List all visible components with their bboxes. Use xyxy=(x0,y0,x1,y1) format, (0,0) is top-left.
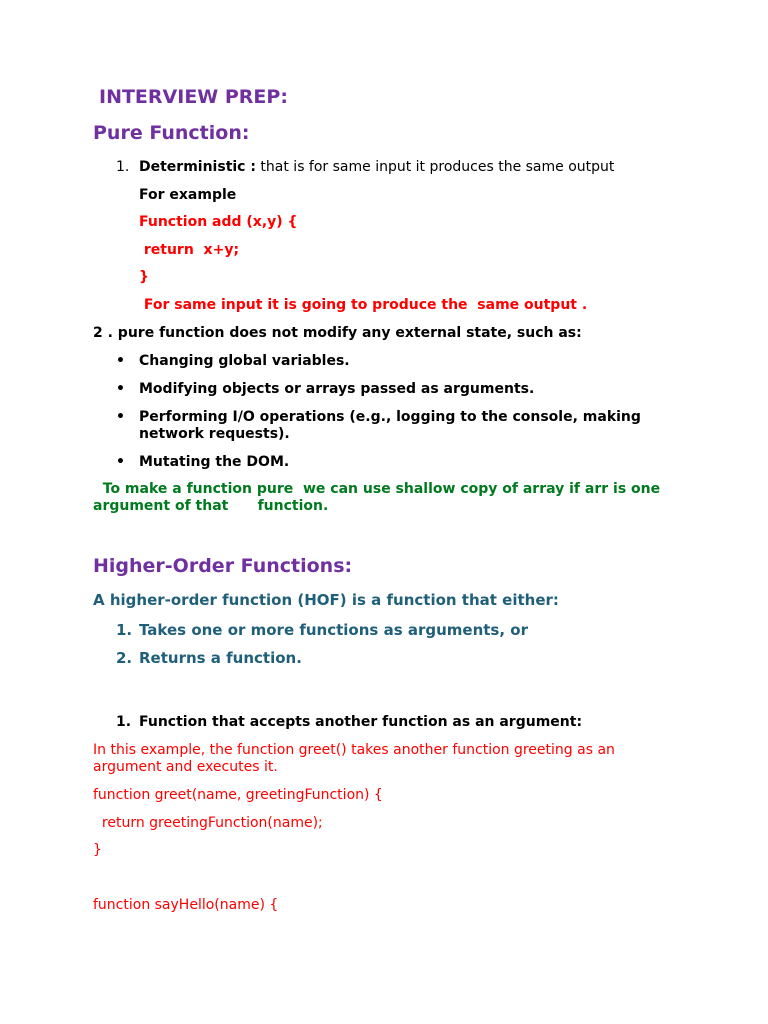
list-item: Changing global variables. xyxy=(139,353,350,369)
list-number: 1. xyxy=(116,621,133,639)
list-number: 2. xyxy=(116,649,133,667)
code-line: return greetingFunction(name); xyxy=(93,815,323,831)
list-item: Mutating the DOM. xyxy=(139,454,290,470)
example-description: In this example, the function greet() takes another function greeting as an argument and executes it. xyxy=(93,742,615,775)
bullet-icon: • xyxy=(116,454,125,470)
same-output-note: For same input it is going to produce the same output . xyxy=(139,297,588,313)
code-line: } xyxy=(93,842,102,858)
deterministic-text: that is for same input it produces the same output xyxy=(255,159,615,175)
list-item: Takes one or more functions as arguments, or xyxy=(139,621,528,639)
code-line: } xyxy=(139,269,149,285)
external-state-item: 2 . pure function does not modify any external state, such as: xyxy=(93,325,582,341)
pure-function-heading: Pure Function: xyxy=(93,122,250,144)
bullet-icon: • xyxy=(116,409,125,425)
hof-heading: Higher-Order Functions: xyxy=(93,555,353,577)
code-line: Function add (x,y) { xyxy=(139,214,298,230)
deterministic-term: Deterministic : xyxy=(139,159,256,175)
page-title: INTERVIEW PREP: xyxy=(99,86,288,108)
shallow-copy-tip: To make a function pure we can use shallow copy of array if arr is one argument of that function. xyxy=(93,481,665,514)
list-number: 1. xyxy=(116,159,130,175)
list-number: 1. xyxy=(116,714,132,730)
bullet-icon: • xyxy=(116,381,125,397)
bullet-icon: • xyxy=(116,353,125,369)
code-line: function greet(name, greetingFunction) { xyxy=(93,787,383,803)
example-label: For example xyxy=(139,187,237,203)
list-item: Modifying objects or arrays passed as arguments. xyxy=(139,381,535,397)
hof-intro: A higher-order function (HOF) is a function that either: xyxy=(93,591,559,609)
code-line: function sayHello(name) { xyxy=(93,897,279,913)
deterministic-item xyxy=(139,159,614,176)
list-item: Returns a function. xyxy=(139,649,302,667)
code-line: return x+y; xyxy=(139,242,240,258)
accepts-function-heading: Function that accepts another function as an argument: xyxy=(139,714,583,730)
list-item: Performing I/O operations (e.g., logging to the console, making network requests). xyxy=(139,409,641,442)
